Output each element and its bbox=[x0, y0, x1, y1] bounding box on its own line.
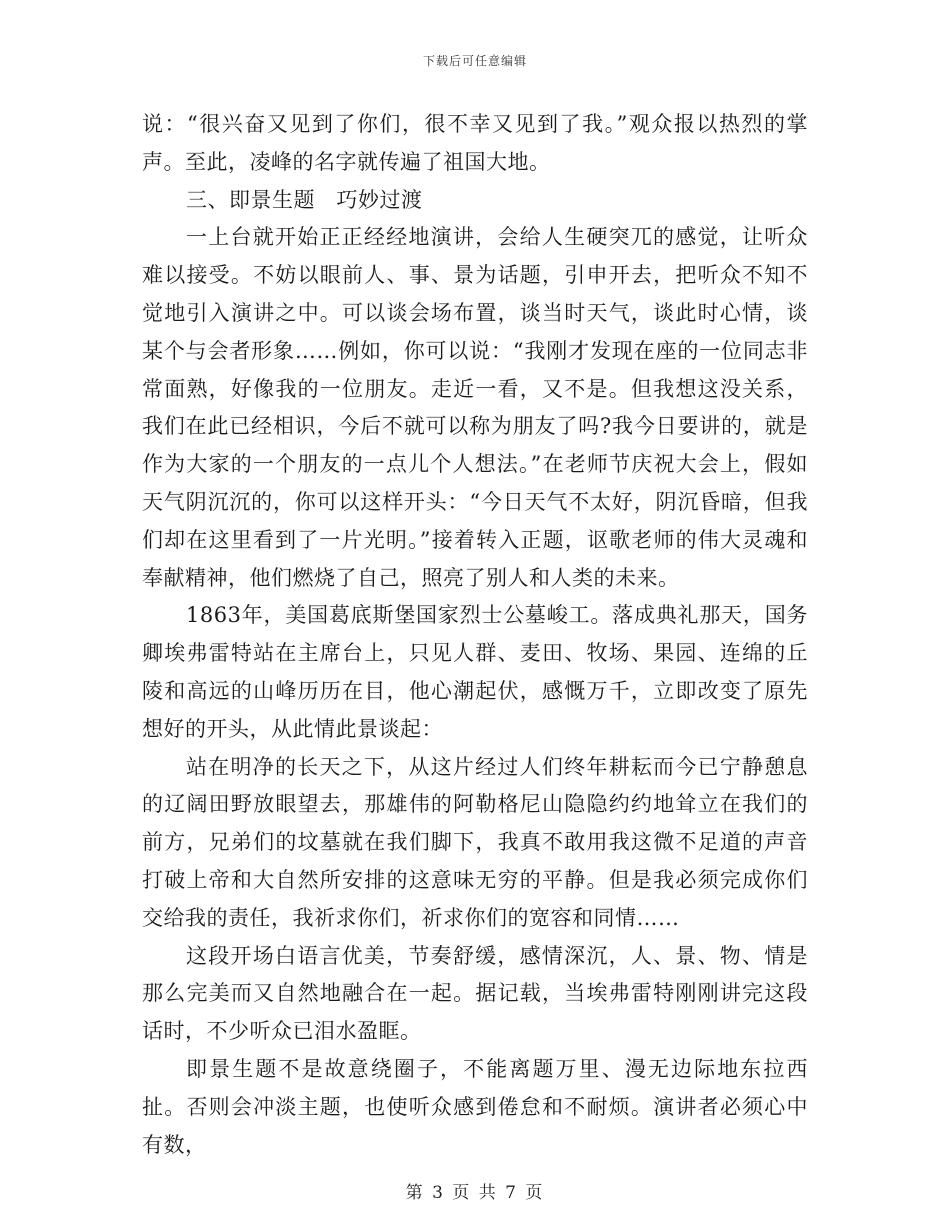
paragraph: 1863年，美国葛底斯堡国家烈士公墓峻工。落成典礼那天，国务卿埃弗雷特站在主席台上，只见人群、麦田、牧场、果园、连绵的丘陵和高远的山峰历历在目，他心潮起伏，感慨万千，立即改变了原先想好的开头，从此情此景谈起： bbox=[142, 603, 808, 741]
quoted-paragraph: 站在明净的长天之下，从这片经过人们终年耕耘而今已宁静憩息的辽阔田野放眼望去，那雄伟的阿勒格尼山隐隐约约地耸立在我们的前方，兄弟们的坟墓就在我们脚下，我真不敢用我这微不足道的声音打破上帝和大自然所安排的这意味无穷的平静。但是我必须完成你们交给我的责任，我祈求你们，祈求你们的宽容和同情…… bbox=[142, 754, 808, 930]
page-footer: 第 3 页 共 7 页 bbox=[405, 1183, 545, 1203]
paragraph: 即景生题不是故意绕圈子，不能离题万里、漫无边际地东拉西扯。否则会冲淡主题，也使听众感到倦怠和不耐烦。演讲者必须心中有数， bbox=[142, 1056, 808, 1157]
paragraph: 一上台就开始正正经经地演讲，会给人生硬突兀的感觉，让听众难以接受。不妨以眼前人、事、景为话题，引申开去，把听众不知不觉地引入演讲之中。可以谈会场布置，谈当时天气，谈此时心情，谈某个与会者形象……例如，你可以说：“我刚才发现在座的一位同志非常面熟，好像我的一位朋友。走近一看，又不是。但我想这没关系，我们在此已经相识，今后不就可以称为朋友了吗?我今日要讲的，就是作为大家的一个朋友的一点儿个人想法。”在老师节庆祝大会上，假如天气阴沉沉的，你可以这样开头：“今日天气不太好，阴沉昏暗，但我们却在这里看到了一片光明。”接着转入正题，讴歌老师的伟大灵魂和奉献精神，他们燃烧了自己，照亮了别人和人类的未来。 bbox=[142, 225, 808, 590]
section-heading: 三、即景生题 巧妙过渡 bbox=[186, 187, 423, 212]
paragraph-continuation: 说：“很兴奋又见到了你们，很不幸又见到了我。”观众报以热烈的掌声。至此，凌峰的名字就传遍了祖国大地。 bbox=[142, 112, 808, 174]
document-body bbox=[142, 106, 808, 1164]
page-header: 下载后可任意编辑 bbox=[422, 54, 527, 68]
paragraph: 这段开场白语言优美，节奏舒缓，感情深沉，人、景、物、情是那么完美而又自然地融合在一起。据记载，当埃弗雷特刚刚讲完这段话时，不少听众已泪水盈眶。 bbox=[142, 943, 808, 1044]
